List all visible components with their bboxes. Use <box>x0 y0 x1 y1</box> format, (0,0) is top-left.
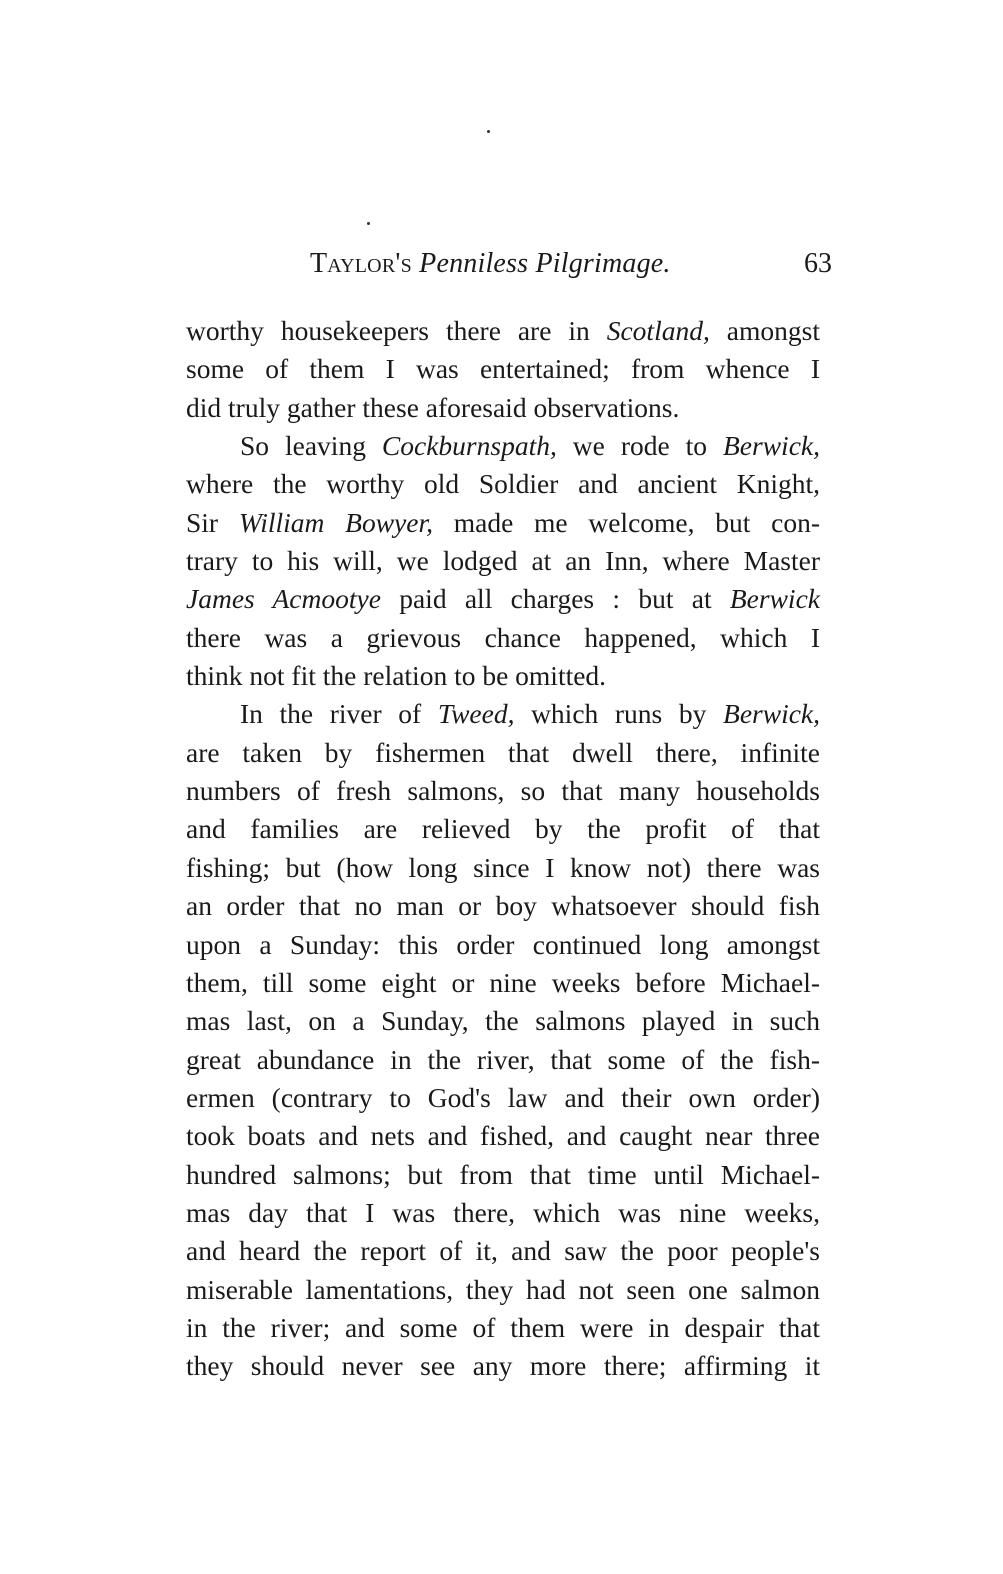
text-line <box>186 1232 820 1270</box>
text-line <box>186 695 820 733</box>
text-line <box>186 1079 820 1117</box>
page-header <box>310 248 832 288</box>
text-run: upon a Sunday: this order continued long amongst <box>186 928 820 960</box>
text-run: some of them I was entertained; from whence I <box>186 353 820 385</box>
text-line <box>186 887 820 925</box>
text-run: mas last, on a Sunday, the salmons played in such <box>186 1005 820 1037</box>
text-line <box>186 1002 820 1040</box>
text-run: did truly gather these aforesaid observations. <box>186 391 680 423</box>
text-run: in the river; and some of them were in despair that <box>186 1311 820 1343</box>
text-run: miserable lamentations, they had not seen one salmon <box>186 1273 820 1305</box>
text-line <box>186 1194 820 1232</box>
text-line <box>186 619 820 657</box>
text-line <box>186 504 820 542</box>
text-line <box>186 580 820 618</box>
italic-phrase: Tweed, <box>437 698 515 730</box>
running-head <box>310 248 671 280</box>
text-line <box>186 849 820 887</box>
text-run: and families are relieved by the profit of that <box>186 813 820 845</box>
text-run: are taken by fishermen that dwell there, infinite <box>186 736 820 768</box>
running-head-title: Penniless Pilgrimage. <box>419 248 671 279</box>
text-line <box>186 1156 820 1194</box>
text-run: them, till some eight or nine weeks before Michael- <box>186 966 820 998</box>
running-head-author: Taylor's <box>310 248 412 279</box>
text-run: Sir <box>186 506 239 538</box>
text-line <box>186 1271 820 1309</box>
text-line <box>186 312 820 350</box>
text-line <box>186 926 820 964</box>
text-run: took boats and nets and fished, and caught near three <box>186 1120 820 1152</box>
text-run: hundred salmons; but from that time until Michael- <box>186 1158 820 1190</box>
text-run: numbers of fresh salmons, so that many households <box>186 775 820 807</box>
text-line <box>186 1117 820 1155</box>
ink-speck <box>487 130 490 133</box>
text-run: fishing; but (how long since I know not) there was <box>186 851 820 883</box>
text-line <box>186 1309 820 1347</box>
text-run: an order that no man or boy whatsoever should fish <box>186 890 820 922</box>
text-run: amongst <box>709 315 820 346</box>
text-run: paid all charges : but at <box>380 583 730 615</box>
text-run: and heard the report of it, and saw the poor people's <box>186 1235 820 1267</box>
text-line <box>186 350 820 388</box>
text-run: there was a grievous chance happened, which I <box>186 621 820 653</box>
text-run: trary to his will, we lodged at an Inn, where Master <box>186 545 820 577</box>
italic-phrase: Cockburnspath, <box>381 430 557 462</box>
text-line <box>186 657 820 695</box>
italic-phrase: Berwick <box>729 583 820 615</box>
text-line <box>186 1041 820 1079</box>
text-line <box>186 734 820 772</box>
italic-phrase: Berwick, <box>723 698 820 730</box>
text-run: think not fit the relation to be omitted. <box>186 660 607 692</box>
text-run: they should never see any more there; affirming it <box>186 1350 820 1382</box>
text-run: ermen (contrary to God's law and their own order) <box>186 1081 820 1113</box>
text-line <box>186 810 820 848</box>
text-run: So leaving <box>240 430 382 462</box>
text-run: worthy housekeepers there are in <box>186 315 607 346</box>
text-run: great abundance in the river, that some of the fish- <box>186 1043 820 1075</box>
text-line <box>186 772 820 810</box>
italic-phrase: James Acmootye <box>186 583 381 615</box>
text-line <box>186 427 820 465</box>
text-line <box>186 542 820 580</box>
italic-phrase: William Bowyer, <box>238 506 433 538</box>
text-run: mas day that I was there, which was nine weeks, <box>186 1196 820 1228</box>
italic-phrase: Berwick, <box>723 430 820 462</box>
text-run: which runs by <box>514 698 724 730</box>
body-text <box>186 312 820 1386</box>
text-line <box>186 389 820 427</box>
text-run: we rode to <box>556 430 723 462</box>
text-line <box>186 465 820 503</box>
page-number: 63 <box>804 248 832 279</box>
text-run: made me welcome, but con- <box>432 506 820 538</box>
text-run: where the worthy old Soldier and ancient Knight, <box>186 468 820 500</box>
italic-phrase: Scotland, <box>606 315 710 346</box>
text-line <box>186 1347 820 1385</box>
text-run: In the river of <box>240 698 438 730</box>
text-line <box>186 964 820 1002</box>
ink-speck <box>367 222 370 225</box>
